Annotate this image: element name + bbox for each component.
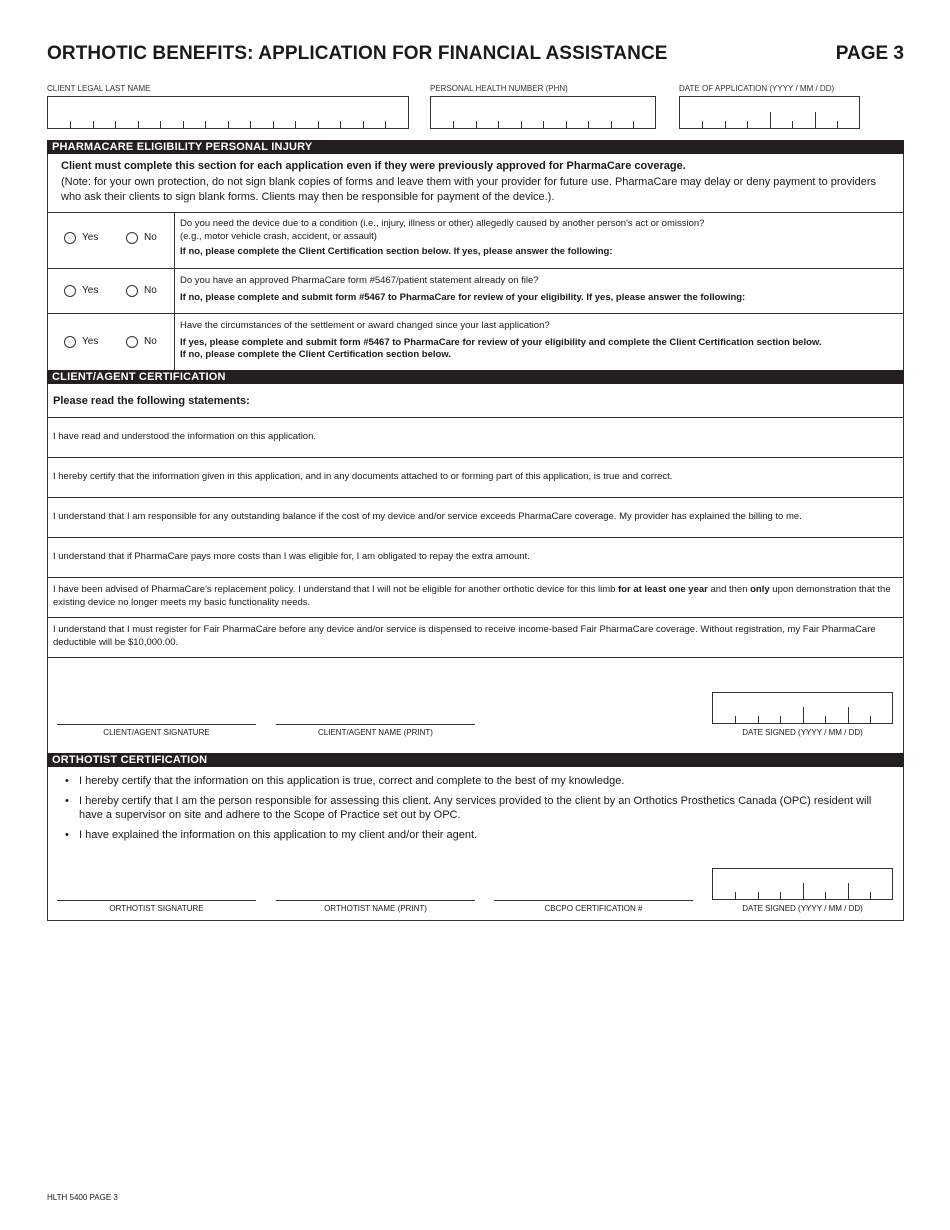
orthotist-cert-heading: ORTHOTIST CERTIFICATION	[47, 753, 904, 767]
pharmacare-section-heading: PHARMACARE ELIGIBILITY PERSONAL INJURY	[47, 140, 904, 154]
client-signature-line[interactable]	[57, 724, 256, 725]
q1-yes-radio[interactable]	[64, 232, 76, 244]
orthotist-name-line[interactable]	[276, 900, 475, 901]
orthotist-signature-line[interactable]	[57, 900, 256, 901]
client-statement-2: I hereby certify that the information given in this application, and in any documents attached to or forming part of this application, is true and correct.	[53, 471, 673, 482]
footer: HLTH 5400 PAGE 3	[47, 1193, 118, 1202]
q2-no-radio[interactable]	[126, 285, 138, 297]
orthotist-date-field[interactable]	[712, 868, 893, 900]
client-cert-heading: CLIENT/AGENT CERTIFICATION	[47, 370, 904, 384]
client-statement-1: I have read and understood the information on this application.	[53, 431, 317, 442]
last-name-label: CLIENT LEGAL LAST NAME	[47, 84, 151, 93]
phn-field[interactable]	[430, 96, 656, 129]
pharmacare-intro-note: (Note: for your own protection, do not sign blank copies of forms and leave them with your provider for future use. PharmaCare may delay or deny payment to providers who ask their clients to sign blank forms. Clients may then be responsible for payment of the device.).	[61, 176, 877, 203]
client-signature-label: CLIENT/AGENT SIGNATURE	[103, 728, 210, 737]
q2-question: Do you have an approved PharmaCare form #5467/patient statement already on file? If no, please complete and submit form #5467 to PharmaCare for review of your eligibility. If yes, please answer the following:	[180, 275, 746, 303]
q3-yes-radio[interactable]	[64, 336, 76, 348]
client-date-field[interactable]	[712, 692, 893, 724]
client-statement-4: I understand that if PharmaCare pays more costs than I was eligible for, I am obligated to repay the extra amount.	[53, 551, 530, 562]
q1-yes-label: Yes	[82, 232, 99, 243]
q1-no-radio[interactable]	[126, 232, 138, 244]
orthotist-bullet-2: • I hereby certify that I am the person responsible for assessing this client. Any services provided to the client by an Orthotics Prosthetics Canada (OPC) resident will have a supervisor on site and adhere to the Scope of Practice set out by OPC.	[65, 795, 872, 821]
client-name-label: CLIENT/AGENT NAME (PRINT)	[318, 728, 433, 737]
client-statement-6: I understand that I must register for Fair PharmaCare before any device and/or service is dispensed to receive income-based Fair PharmaCare coverage. Without registration, my Fair PharmaCare deductible will be $10,000.00.	[53, 624, 876, 648]
q1-no-label: No	[144, 232, 157, 243]
client-name-line[interactable]	[276, 724, 475, 725]
orthotist-bullet-3: • I have explained the information on this application to my client and/or their agent.	[65, 829, 478, 841]
client-statement-5: I have been advised of PharmaCare's replacement policy. I understand that I will not be eligible for another orthotic device for this limb for at least one year and then only upon demonstration that the existing device no longer meets my basic functionality needs.	[53, 584, 891, 608]
phn-label: PERSONAL HEALTH NUMBER (PHN)	[430, 84, 568, 93]
orthotist-signature-label: ORTHOTIST SIGNATURE	[109, 904, 204, 913]
cbcpo-label: CBCPO CERTIFICATION #	[544, 904, 643, 913]
last-name-field[interactable]	[47, 96, 409, 129]
cbcpo-line[interactable]	[494, 900, 693, 901]
q2-yes-radio[interactable]	[64, 285, 76, 297]
q2-yes-label: Yes	[82, 285, 99, 296]
q3-yes-label: Yes	[82, 336, 99, 347]
q3-no-radio[interactable]	[126, 336, 138, 348]
pharmacare-intro-bold: Client must complete this section for each application even if they were previously approved for PharmaCare coverage.	[61, 160, 686, 172]
orthotist-bullet-1: • I hereby certify that the information on this application is true, correct and complete to the best of my knowledge.	[65, 775, 625, 787]
client-statement-3: I understand that I am responsible for any outstanding balance if the cost of my device and/or service exceeds PharmaCare coverage. My provider has explained the billing to me.	[53, 511, 802, 522]
orthotist-name-label: ORTHOTIST NAME (PRINT)	[324, 904, 427, 913]
orthotist-date-label: DATE SIGNED (YYYY / MM / DD)	[742, 904, 863, 913]
q2-no-label: No	[144, 285, 157, 296]
page-title: ORTHOTIC BENEFITS: APPLICATION FOR FINANCIAL ASSISTANCE	[47, 43, 668, 64]
q3-no-label: No	[144, 336, 157, 347]
client-date-label: DATE SIGNED (YYYY / MM / DD)	[742, 728, 863, 737]
q3-question: Have the circumstances of the settlement or award changed since your last application? If yes, please complete and submit form #5467 to PharmaCare for review of your eligibility and complete the Client Certification section below. If no, please complete the Client Certification section below.	[180, 320, 822, 360]
date-of-application-field[interactable]	[679, 96, 860, 129]
q1-question: Do you need the device due to a condition (i.e., injury, illness or other) allegedly caused by another person's act or omission? (e.g., motor vehicle crash, accident, or assault) If no, please complete the Client Certification section below. If yes, please answer the following:	[180, 218, 705, 257]
date-of-application-label: DATE OF APPLICATION (YYYY / MM / DD)	[679, 84, 835, 93]
page-number: PAGE 3	[835, 43, 904, 64]
client-cert-read: Please read the following statements:	[53, 395, 250, 407]
